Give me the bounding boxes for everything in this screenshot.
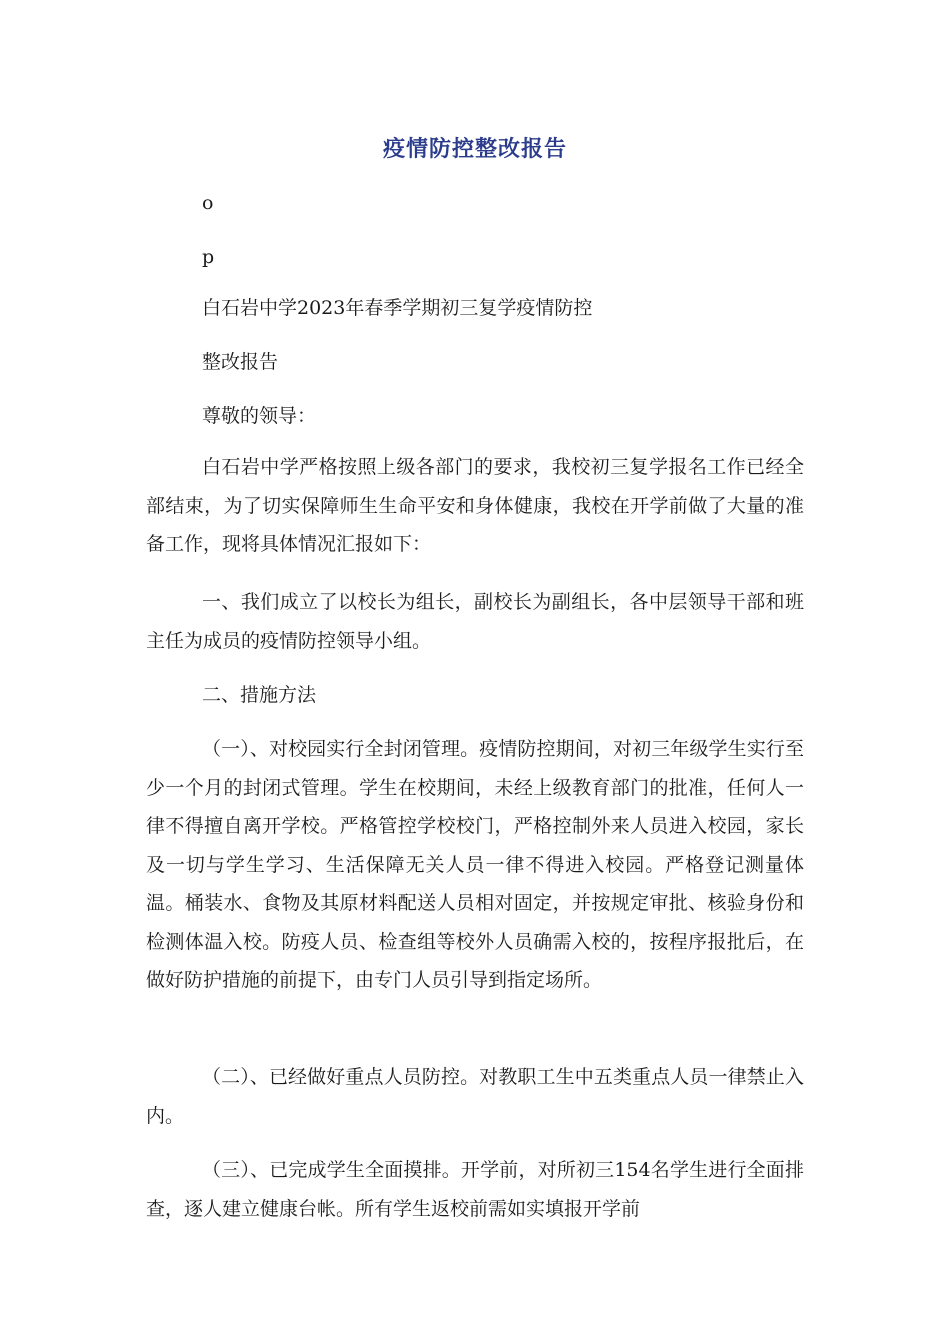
subtitle-line-1: 白石岩中学2023年春季学期初三复学疫情防控 <box>202 297 593 319</box>
paragraph-measure-1: （一）、对校园实行全封闭管理。疫情防控期间，对初三年级学生实行至少一个月的封闭式管理。学生在校期间，未经上级教育部门的批准，任何人一律不得擅自离开学校。严格管控学校校门，严格控制外来人员进入校园，家长及一切与学生学习、生活保障无关人员一律不得进入校园。严格登记测量体温。桶装水、食物及其原材料配送人员相对固定，并按规定审批、核验身份和检测体温入校。防疫人员、检查组等校外人员确需入校的，按程序报批后，在做好防护措施的前提下，由专门人员引导到指定场所。 <box>146 738 804 991</box>
document-title: 疫情防控整改报告 <box>382 137 567 162</box>
paragraph-measure-2: （二）、已经做好重点人员防控。对教职工生中五类重点人员一律禁止入内。 <box>146 1066 804 1127</box>
subtitle-line-2: 整改报告 <box>202 351 279 373</box>
marker-o: o <box>202 192 214 214</box>
paragraph-section-2-heading: 二、措施方法 <box>202 684 317 706</box>
paragraph-measure-3: （三）、已完成学生全面摸排。开学前，对所初三154名学生进行全面排查，逐人建立健康台帐。所有学生返校前需如实填报开学前 <box>146 1159 804 1220</box>
paragraph-section-1: 一、我们成立了以校长为组长，副校长为副组长，各中层领导干部和班主任为成员的疫情防控领导小组。 <box>146 591 804 652</box>
marker-p: p <box>202 246 215 268</box>
paragraph-intro: 白石岩中学严格按照上级各部门的要求，我校初三复学报名工作已经全部结束，为了切实保障师生生命平安和身体健康，我校在开学前做了大量的准备工作，现将具体情况汇报如下： <box>146 456 804 555</box>
salutation: 尊敬的领导： <box>202 405 317 427</box>
